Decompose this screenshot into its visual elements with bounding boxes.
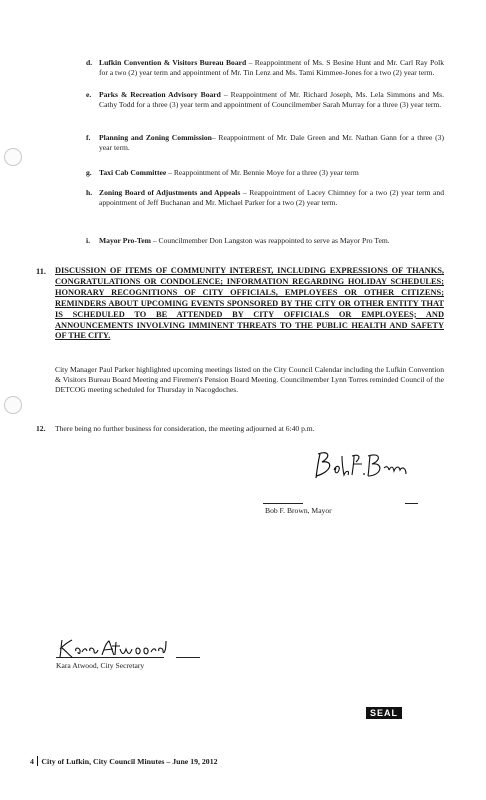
item-label: e. [86,90,92,99]
signature-line [176,657,200,658]
item-text [99,168,444,178]
item-description: – Reappointment of Lacey Chimney for a two (2) year term and appointment of Jeff Buchanan and Mr. Michael Parker for a two (2) year term. [99,188,444,208]
board-name: Planning and Zoning Commission [99,133,212,142]
item-label: g. [86,168,92,177]
section-body: City Manager Paul Parker highlighted upcoming meetings listed on the City Council Calendar including the Lufkin Convention & Visitors Bureau Board Meeting and Firemen's Pension Board Meeting. Councilmember Lynn Torres reminded Council of the DETCOG meeting scheduled for Thursday in Nacogdoches. [55,365,444,395]
item-description: – Reappointment of Mr. Bennie Moye for a three (3) year term [166,168,359,177]
section-number: 12. [36,424,46,433]
item-description: – Reappointment of Mr. Richard Joseph, Ms. Lela Simmons and Ms. Cathy Todd for a three (3) year term and appointment of Councilmember Sarah Murray for a three (3) year term. [99,90,444,110]
item-label: i. [86,236,91,245]
board-name: Mayor Pro-Tem [99,236,151,245]
secretary-name: Kara Atwood, City Secretary [56,661,145,670]
item-text [99,236,444,246]
signature-line [56,657,164,658]
signature-line [405,503,418,504]
item-text [99,133,444,153]
item-description: – Councilmember Don Langston was reappointed to serve as Mayor Pro Tem. [150,236,390,245]
mayor-signature [312,448,412,482]
item-label: h. [86,188,93,197]
hole-punch-mark [4,148,22,166]
item-label: d. [86,58,93,67]
section-number: 11. [36,267,47,276]
item-text [99,188,444,208]
item-text [99,90,444,110]
footer-title: City of Lufkin, City Council Minutes – June 19, 2012 [41,757,218,766]
adjournment-text: There being no further business for consideration, the meeting adjourned at 6:40 p.m. [55,424,315,433]
page-number: 4 [30,757,34,766]
section-heading: DISCUSSION OF ITEMS OF COMMUNITY INTEREST, INCLUDING EXPRESSIONS OF THANKS, CONGRATULATIONS OR CONDOLENCE; INFORMATION REGARDING HOLIDAY SCHEDULES; HONORARY RECOGNITIONS OF CITY OFFICIALS, EMPLOYEES OR OTHER CITIZENS; REMINDERS ABOUT UPCOMING EVENTS SPONSORED BY THE CITY OR OTHER ENTITY THAT IS SCHEDULED TO BE ATTENDED BY CITY OFFICIALS OR EMPLOYEES; AND ANNOUNCEMENTS INVOLVING IMMINENT THREATS TO THE PUBLIC HEALTH AND SAFETY OF THE CITY. [55,266,444,341]
footer-separator [37,756,39,766]
item-label: f. [86,133,91,142]
secretary-signature [56,637,174,659]
item-text [99,58,444,78]
seal-label: SEAL [366,707,402,719]
signature-line [263,503,303,504]
mayor-name: Bob F. Brown, Mayor [265,506,332,515]
board-name: Zoning Board of Adjustments and Appeals [99,188,241,197]
item-description: – Reappointment of Mr. Dale Green and Mr. Nathan Gann for a three (3) year term. [99,133,445,153]
board-name: Parks & Recreation Advisory Board [99,90,221,99]
page-footer [30,756,218,766]
hole-punch-mark [4,396,22,414]
board-name: Lufkin Convention & Visitors Bureau Board [99,58,247,67]
item-description: – Reappointment of Ms. S Besine Hunt and Mr. Carl Ray Polk for a two (2) year term and appointment of Mr. Tin Lenz and Ms. Tami Kimmee-Jones for a two (2) year term. [99,58,444,78]
board-name: Taxi Cab Committee [99,168,167,177]
